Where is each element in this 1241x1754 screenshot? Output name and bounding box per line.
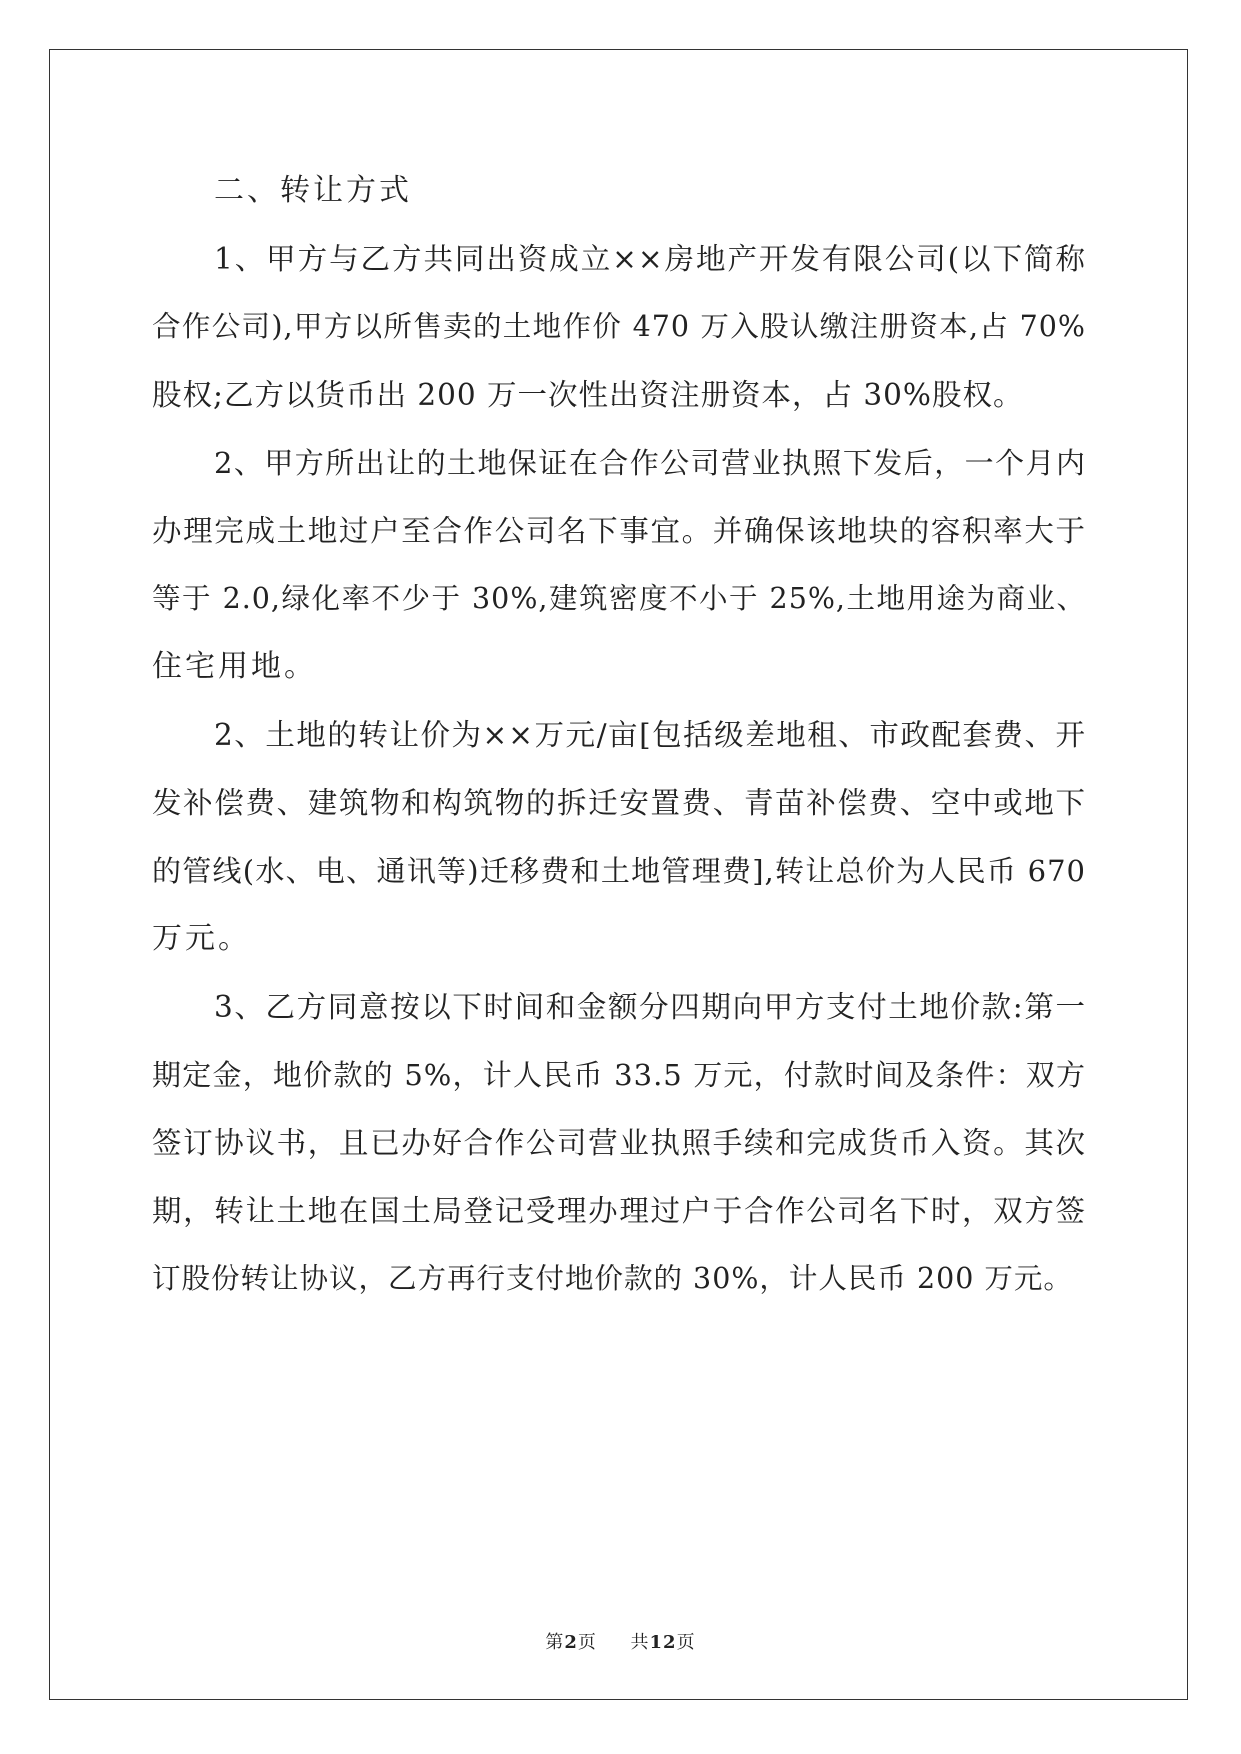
paragraph-line: 2、甲方所出让的土地保证在合作公司营业执照下发后，一个月内 bbox=[214, 446, 1086, 480]
paragraph-1 bbox=[152, 225, 1086, 429]
paragraph-line: 3、乙方同意按以下时间和金额分四期向甲方支付土地价款:第一 bbox=[214, 990, 1086, 1024]
paragraph-line: 期，转让土地在国土局登记受理办理过户于合作公司名下时，双方签 bbox=[152, 1194, 1086, 1228]
paragraph-line: 签订协议书，且已办好合作公司营业执照手续和完成货币入资。其次 bbox=[152, 1126, 1086, 1160]
paragraph-line: 万元。 bbox=[152, 921, 251, 956]
section-heading bbox=[152, 157, 1086, 225]
paragraph-line: 2、土地的转让价为××万元/亩[包括级差地租、市政配套费、开 bbox=[214, 718, 1086, 752]
paragraph-line: 住宅用地。 bbox=[152, 649, 317, 684]
paragraph-2 bbox=[152, 429, 1086, 701]
paragraph-line: 的管线(水、电、通讯等)迁移费和土地管理费],转让总价为人民币 670 bbox=[152, 854, 1086, 888]
heading-line: 二、转让方式 bbox=[214, 173, 412, 208]
paragraph-line: 1、甲方与乙方共同出资成立××房地产开发有限公司(以下简称 bbox=[214, 242, 1086, 276]
paragraph-4 bbox=[152, 973, 1086, 1313]
paragraph-3 bbox=[152, 701, 1086, 973]
document-body bbox=[152, 157, 1086, 1313]
paragraph-line: 办理完成土地过户至合作公司名下事宜。并确保该地块的容积率大于 bbox=[152, 514, 1086, 548]
paragraph-line: 合作公司),甲方以所售卖的土地作价 470 万入股认缴注册资本,占 70% bbox=[152, 310, 1086, 343]
paragraph-line: 期定金，地价款的 5%，计人民币 33.5 万元，付款时间及条件：双方 bbox=[152, 1058, 1086, 1092]
paragraph-line: 订股份转让协议，乙方再行支付地价款的 30%，计人民币 200 万元。 bbox=[152, 1262, 1073, 1295]
paragraph-line: 发补偿费、建筑物和构筑物的拆迁安置费、青苗补偿费、空中或地下 bbox=[152, 786, 1086, 820]
page-footer bbox=[0, 1628, 1241, 1654]
paragraph-line: 等于 2.0,绿化率不少于 30%,建筑密度不小于 25%,土地用途为商业、 bbox=[152, 582, 1086, 615]
page-total: 共12页 bbox=[630, 1632, 696, 1653]
page-number: 第2页 bbox=[545, 1632, 597, 1653]
paragraph-line: 股权;乙方以货币出 200 万一次性出资注册资本，占 30%股权。 bbox=[152, 378, 1024, 412]
